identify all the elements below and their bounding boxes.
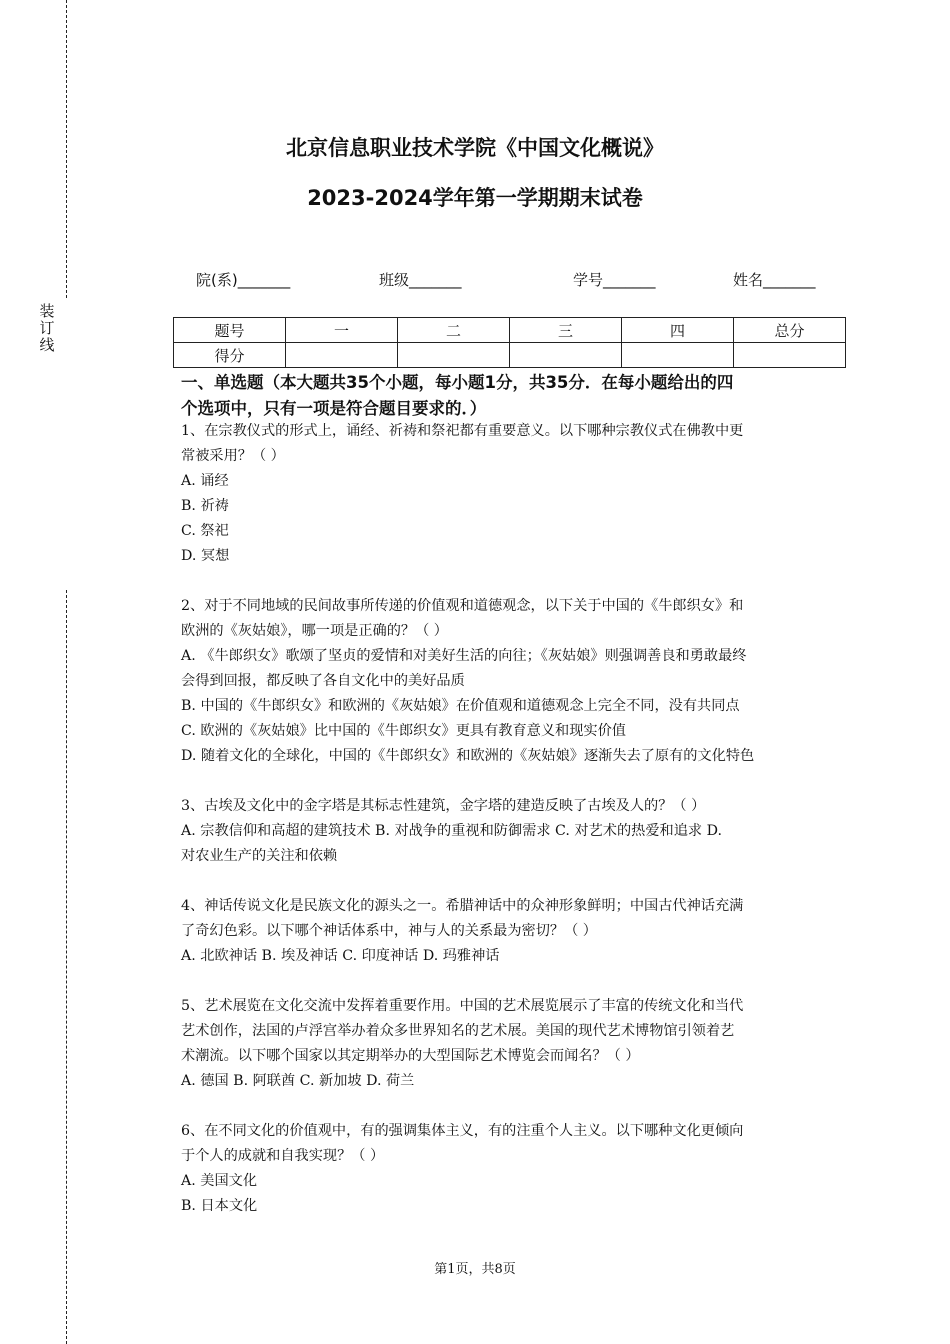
binding-char: 订 xyxy=(39,319,55,337)
question-text: 常被采用？（ ） xyxy=(181,448,285,464)
option: C. 祭祀 xyxy=(181,523,229,539)
score-cell xyxy=(286,343,398,368)
question-text: 欧洲的《灰姑娘》，哪一项是正确的？（ ） xyxy=(181,623,448,639)
score-table-score-row xyxy=(174,343,846,368)
exam-title: 北京信息职业技术学院《中国文化概说》 xyxy=(286,136,664,160)
option: B. 祈祷 xyxy=(181,498,229,514)
option: C. 欧洲的《灰姑娘》比中国的《牛郎织女》更具有教育意义和现实价值 xyxy=(181,723,626,739)
student-id-field: 学号_______ xyxy=(573,271,656,289)
score-cell xyxy=(510,343,622,368)
exam-subtitle: 2023-2024学年第一学期期末试卷 xyxy=(307,186,643,210)
question-text: 1、在宗教仪式的形式上，诵经、祈祷和祭祀都有重要意义。以下哪种宗教仪式在佛教中更 xyxy=(181,423,744,439)
question-text: 2、对于不同地域的民间故事所传递的价值观和道德观念，以下关于中国的《牛郎织女》和 xyxy=(181,598,744,614)
question-text: 术潮流。以下哪个国家以其定期举办的大型国际艺术博览会而闻名？（ ） xyxy=(181,1048,640,1064)
option: B. 日本文化 xyxy=(181,1198,258,1214)
class-field: 班级_______ xyxy=(379,271,462,289)
question-list xyxy=(181,419,841,1219)
question-text: 6、在不同文化的价值观中，有的强调集体主义，有的注重个人主义。以下哪种文化更倾向 xyxy=(181,1123,744,1139)
score-cell xyxy=(398,343,510,368)
section-heading-line: 个选项中，只有一项是符合题目要求的．） xyxy=(181,399,487,418)
option: A. 诵经 xyxy=(181,473,229,489)
name-field: 姓名_______ xyxy=(733,271,816,289)
option: A. 德国 B. 阿联酋 C. 新加坡 D. 荷兰 xyxy=(181,1073,415,1089)
score-table-header: 三 xyxy=(510,318,622,343)
option: A. 北欧神话 B. 埃及神话 C. 印度神话 D. 玛雅神话 xyxy=(181,948,500,964)
option: 对农业生产的关注和依赖 xyxy=(181,848,338,864)
question-2 xyxy=(181,594,841,769)
score-row-label: 得分 xyxy=(174,343,286,368)
option: D. 冥想 xyxy=(181,548,230,564)
option: 会得到回报，都反映了各自文化中的美好品质 xyxy=(181,673,465,689)
page-number: 第1页，共8页 xyxy=(434,1262,516,1277)
score-table-header: 题号 xyxy=(174,318,286,343)
binding-char: 装 xyxy=(39,302,55,320)
question-3 xyxy=(181,794,841,869)
option: D. 随着文化的全球化，中国的《牛郎织女》和欧洲的《灰姑娘》逐渐失去了原有的文化特色 xyxy=(181,748,755,764)
score-table-header: 一 xyxy=(286,318,398,343)
option: B. 中国的《牛郎织女》和欧洲的《灰姑娘》在价值观和道德观念上完全不同，没有共同点 xyxy=(181,698,740,714)
option: A. 宗教信仰和高超的建筑技术 B. 对战争的重视和防御需求 C. 对艺术的热爱和追求 D. xyxy=(181,823,722,839)
question-5 xyxy=(181,994,841,1094)
question-4 xyxy=(181,894,841,969)
score-table-header-row xyxy=(174,318,846,343)
score-table xyxy=(173,317,846,368)
option: A. 《牛郎织女》歌颂了坚贞的爱情和对美好生活的向往；《灰姑娘》则强调善良和勇敢最终 xyxy=(181,648,747,664)
question-text: 4、神话传说文化是民族文化的源头之一。希腊神话中的众神形象鲜明；中国古代神话充满 xyxy=(181,898,744,914)
department-field: 院(系)_______ xyxy=(196,271,291,289)
score-cell xyxy=(622,343,734,368)
question-text: 5、艺术展览在文化交流中发挥着重要作用。中国的艺术展览展示了丰富的传统文化和当代 xyxy=(181,998,744,1014)
section-heading-line: 一、单选题（本大题共35个小题，每小题1分，共35分．在每小题给出的四 xyxy=(181,373,734,392)
question-6 xyxy=(181,1119,841,1219)
question-text: 了奇幻色彩。以下哪个神话体系中，神与人的关系最为密切？（ ） xyxy=(181,923,597,939)
option: A. 美国文化 xyxy=(181,1173,258,1189)
score-cell xyxy=(734,343,846,368)
binding-char: 线 xyxy=(39,336,55,354)
binding-label xyxy=(38,303,56,354)
score-table-header: 二 xyxy=(398,318,510,343)
binding-line-bottom xyxy=(66,590,67,1344)
section-heading xyxy=(181,370,841,422)
question-1 xyxy=(181,419,841,569)
question-text: 于个人的成就和自我实现？（ ） xyxy=(181,1148,385,1164)
score-table-header: 四 xyxy=(622,318,734,343)
question-text: 艺术创作，法国的卢浮宫举办着众多世界知名的艺术展。美国的现代艺术博物馆引领着艺 xyxy=(181,1023,735,1039)
question-text: 3、古埃及文化中的金字塔是其标志性建筑，金字塔的建造反映了古埃及人的？（ ） xyxy=(181,798,706,814)
score-table-header: 总分 xyxy=(734,318,846,343)
